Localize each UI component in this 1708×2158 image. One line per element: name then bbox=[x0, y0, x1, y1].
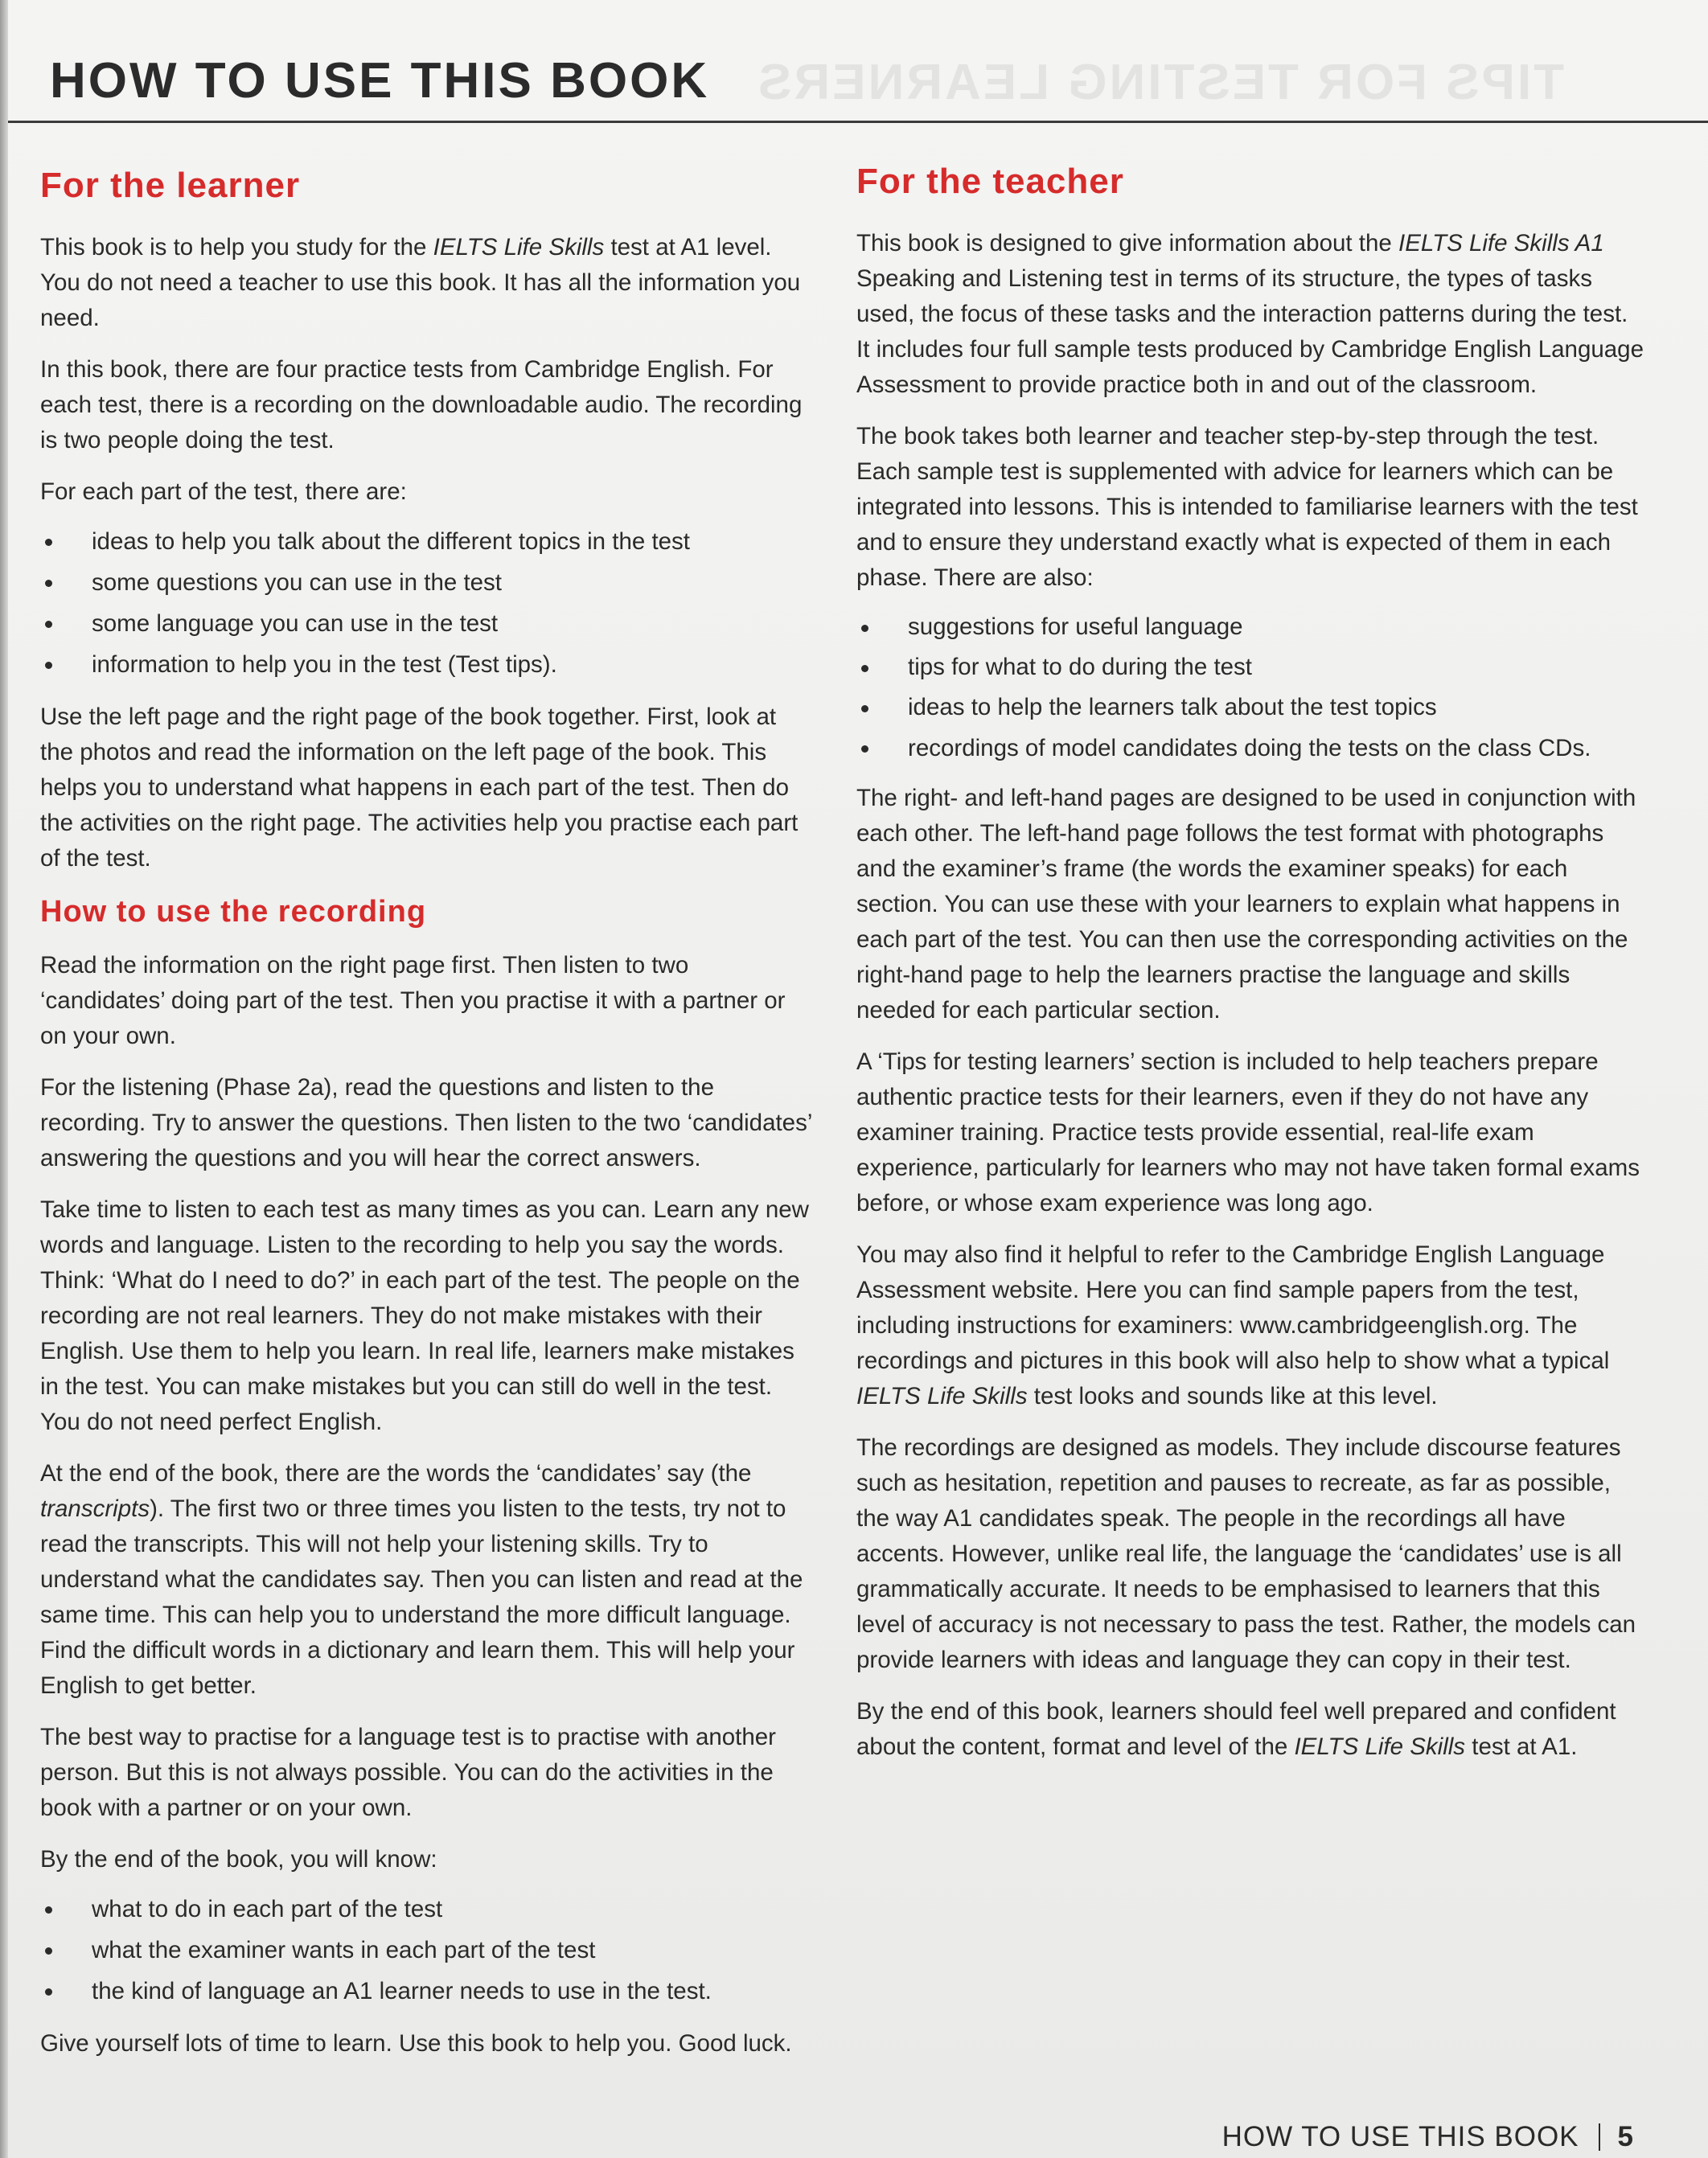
learner-outcomes-list bbox=[40, 1889, 812, 2012]
learner-paragraph: For the listening (Phase 2a), read the questions and listen to the recording. Try to answer the questions. Then listen to the two ‘candidates’ answering the questions and you will hear the correct answers. bbox=[40, 1074, 812, 1172]
learner-heading: For the learner bbox=[40, 166, 301, 205]
list-item: ideas to help you talk about the different topics in the test bbox=[40, 521, 812, 562]
learner-paragraph: The best way to practise for a language test is to practise with another person. But this is not always possible. You can do the activities in the book with a partner or on your own. bbox=[40, 1724, 776, 1822]
learner-paragraph: Take time to listen to each test as many times as you can. Learn any new words and language. Listen to the recording to help you say the words. Think: ‘What do I need to do?’ in each part of the test. The people on the recording are not real learners. They do not make mistakes with their English. Use them to help you learn. In real life, learners make mistakes in the test. You can make mistakes but you can still do well in the test. You do not need perfect English. bbox=[40, 1196, 809, 1436]
page-number: 5 bbox=[1617, 2121, 1634, 2152]
teacher-paragraph: You may also find it helpful to refer to the Cambridge English Language Assessment website. Here you can find sample papers from the test, including instructions for examiners: www.cambridgeenglish.org. The recordings and pictures in this book will also help to show what a typical IELTS Life Skills test looks and sounds like at this level. bbox=[856, 1241, 1610, 1409]
page-title: HOW TO USE THIS BOOK bbox=[50, 53, 710, 109]
learner-paragraph: For each part of the test, there are: bbox=[40, 478, 407, 505]
teacher-heading: For the teacher bbox=[856, 162, 1124, 201]
teacher-column bbox=[856, 161, 1644, 1781]
learner-paragraph: Give yourself lots of time to learn. Use this book to help you. Good luck. bbox=[40, 2030, 792, 2057]
learner-paragraph: This book is to help you study for the IELTS Life Skills test at A1 level. You do not need a teacher to use this book. It has all the information you need. bbox=[40, 233, 801, 331]
list-item: what the examiner wants in each part of the test bbox=[40, 1930, 812, 1971]
learner-column bbox=[40, 165, 812, 2078]
list-item: recordings of model candidates doing the tests on the class CDs. bbox=[856, 728, 1644, 766]
list-item: what to do in each part of the test bbox=[40, 1889, 812, 1930]
italic-title: IELTS Life Skills bbox=[856, 1382, 1028, 1409]
teacher-paragraph: The recordings are designed as models. They include discourse features such as hesitation, repetition and pauses to recreate, as far as possible, the way A1 candidates speak. The people in the recordings all have accents. However, unlike real life, the language the ‘candidates’ use is all grammatically accurate. It needs to be emphasised to learners that this level of accuracy is not necessary to pass the test. Rather, the models can provide learners with ideas and language they can copy in their test. bbox=[856, 1434, 1636, 1673]
learner-paragraph: At the end of the book, there are the words the ‘candidates’ say (the transcripts). The first two or three times you listen to the tests, try not to read the transcripts. This will not help your listening skills. Try to understand what the candidates say. Then you can listen and read at the same time. This can help you to understand the more difficult language. Find the difficult words in a dictionary and learn them. This will help your English to get better. bbox=[40, 1460, 803, 1700]
list-item: some language you can use in the test bbox=[40, 603, 812, 644]
footer-section-label: HOW TO USE THIS BOOK bbox=[1221, 2121, 1579, 2152]
italic-title: IELTS Life Skills A1 bbox=[1398, 229, 1604, 256]
teacher-extras-list bbox=[856, 607, 1644, 766]
italic-title: IELTS Life Skills bbox=[1294, 1733, 1466, 1760]
teacher-paragraph: The book takes both learner and teacher step-by-step through the test. Each sample test is supplemented with advice for learners which can be integrated into lessons. This is intended to familiarise learners with the test and to ensure they understand exactly what is expected of them in each phase. There are also: bbox=[856, 422, 1638, 591]
list-item: some questions you can use in the test bbox=[40, 562, 812, 603]
footer-divider bbox=[1599, 2123, 1600, 2151]
teacher-paragraph: A ‘Tips for testing learners’ section is included to help teachers prepare authentic practice tests for their learners, even if they do not have any examiner training. Practice tests provide essential, real-life exam experience, particularly for learners who may not have taken formal exams before, or whose exam experience was long ago. bbox=[856, 1048, 1640, 1216]
italic-title: IELTS Life Skills bbox=[433, 233, 605, 261]
teacher-paragraph: By the end of this book, learners should feel well prepared and confident about the content, format and level of the IELTS Life Skills test at A1. bbox=[856, 1697, 1616, 1760]
list-item: information to help you in the test (Test tips). bbox=[40, 644, 812, 685]
page-footer bbox=[1222, 2123, 1634, 2151]
italic-title: transcripts bbox=[40, 1495, 150, 1523]
teacher-paragraph: The right- and left-hand pages are designed to be used in conjunction with each other. The left-hand page follows the test format with photographs and the examiner’s frame (the words the examiner speaks) for each section. You can use these with your learners to explain what happens in each part of the test. You can then use the corresponding activities on the right-hand page to help the learners practise the language and skills needed for each particular section. bbox=[856, 784, 1636, 1024]
list-item: tips for what to do during the test bbox=[856, 647, 1644, 687]
recording-heading: How to use the recording bbox=[40, 894, 427, 929]
title-rule bbox=[8, 121, 1708, 123]
show-through-title: TIPS FOR TESTING LEARNERS bbox=[756, 55, 1565, 110]
teacher-paragraph: This book is designed to give information about the IELTS Life Skills A1 Speaking and Listening test in terms of its structure, the types of tasks used, the focus of these tasks and the interaction patterns during the test. It includes four full sample tests produced by Cambridge English Language Assessment to provide practice both in and out of the classroom. bbox=[856, 229, 1644, 398]
list-item: the kind of language an A1 learner needs to use in the test. bbox=[40, 1971, 812, 2012]
learner-paragraph: In this book, there are four practice tests from Cambridge English. For each test, there is a recording on the downloadable audio. The recording is two people doing the test. bbox=[40, 355, 803, 453]
learner-paragraph: Read the information on the right page first. Then listen to two ‘candidates’ doing part of the test. Then you practise it with a partner or on your own. bbox=[40, 952, 786, 1050]
learner-paragraph: By the end of the book, you will know: bbox=[40, 1846, 437, 1873]
page-binding-edge bbox=[0, 0, 8, 2158]
list-item: suggestions for useful language bbox=[856, 607, 1644, 647]
learner-parts-list bbox=[40, 521, 812, 685]
list-item: ideas to help the learners talk about the test topics bbox=[856, 687, 1644, 728]
learner-paragraph: Use the left page and the right page of the book together. First, look at the photos and read the information on the left page of the book. This helps you to understand what happens in each part of the test. Then do the activities on the right page. The activities help you practise each part of the test. bbox=[40, 703, 799, 872]
